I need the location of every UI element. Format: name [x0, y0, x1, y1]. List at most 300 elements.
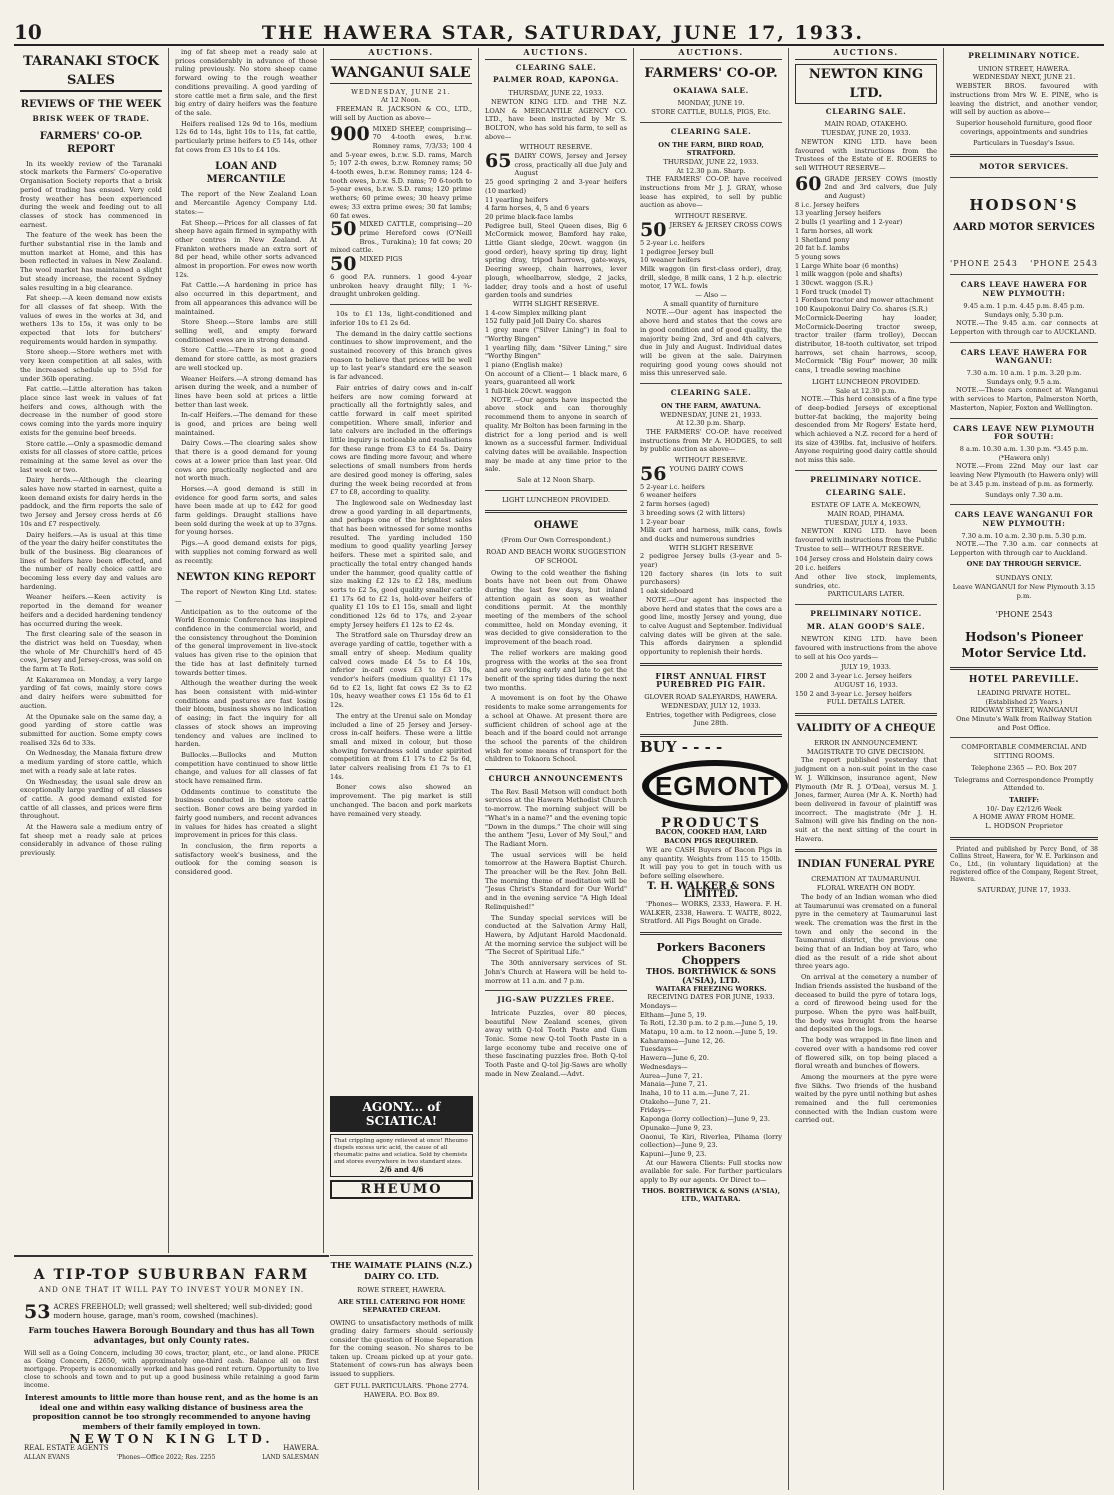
article-paragraph: Fat cattle.—Little alteration has taken place since last week in values of fat heifers and cows, although with the decrease in the number of good store cows coming into the yards more inquiry exists for the genuine beef breeds. [20, 385, 162, 437]
schedule-line: Wednesdays— [640, 1062, 688, 1071]
article-paragraph: The Rev. Basil Metson will conduct both services at the Hawera Methodist Church to-morrow. The morning subject will be "What's in a name?" and the evening topic "Down in the dumps." The choir will sing the anthem "Jesu, Lover of My Soul," and The Radiant Morn. [485, 787, 627, 848]
motor-services-label: MOTOR SERVICES. [979, 162, 1069, 172]
article-paragraph: The usual services will be held tomorrow at the Hawera Baptist Church. The preacher will be the Rev. John Bell. The morning theme of meditation will be "Jesus Christ's Standard for Our World" and in the evening service "A High Ideal Relinquished!" [485, 850, 627, 911]
wanganui-time: At 12 Noon. [381, 96, 421, 105]
porkers-title: Porkers Baconers Choppers [656, 941, 766, 968]
lot-number: 50 [330, 253, 357, 276]
schedule-line: Aurea—June 7, 21. [640, 1071, 703, 1080]
contact-right: LAND SALESMAN [262, 1454, 319, 1461]
farm-highlight: Farm touches Hawera Borough Boundary and thus has all Town advantages, but only County rates. [28, 1325, 315, 1345]
hotel-rooms: COMFORTABLE COMMERCIAL AND SITTING ROOMS. [961, 743, 1087, 761]
list-item: 1 milk waggon (pole and shafts) [795, 270, 903, 279]
service-note: NOTE.—These cars connect at Wanganui with services to Marton, Palmerston North, Masterton, Napier, Foxton and Wellington. [950, 386, 1098, 412]
awatuna-note: NOTE.—Our agent has inspected the above herd and states that the cows are a good line, mostly Jersey and young, due to calve August and September. Individual calving dates will be given at the sale. This affords dairymen a splendid opportunity to replenish their herds. [640, 595, 782, 657]
farm-desc-row [24, 1303, 319, 1321]
schedule-line: Otakeho—June 7, 21. [640, 1097, 711, 1106]
list-item: 1 grey mare ("Silver Lining") in foal to "Worthy Bingen" [485, 326, 627, 343]
lot-text: MIXED CATTLE, comprising—20 prime Hereford cows (O'Neill Bros., Turakina); 10 fat cows; 20 mixed cattle. [330, 220, 472, 255]
pioneer-title: Hodson's Pioneer Motor Service Ltd. [961, 630, 1087, 661]
hotel-established: (Established 25 Years.) [985, 697, 1063, 706]
article-paragraph: Weaner heifers.—Keen activity is reported in the demand for weaner heifers and a decided hardening tendency has occurred during the week. [20, 593, 162, 628]
list-item: 13 yearling Jersey heifers [795, 209, 881, 218]
mckeown-estate: ESTATE OF LATE A. McKEOWN, [810, 501, 921, 510]
article-paragraph: Fat sheep.—A keen demand now exists for all classes of fat sheep. With the values of ewes in the works at 3d, and wethers 13s to 15s, it was only to be expected that lots for butchers' requirements would harden in sympathy. [20, 294, 162, 346]
schedule-line: Tuesdays— [640, 1045, 678, 1054]
awatuna-location: ON THE FARM, AWATUNA. [661, 401, 761, 410]
article-paragraph: On arrival at the cemetery a number of Indian friends assisted the husband of the deceased to build the pyre of totara logs, a cord of firewood being used for the purpose. When the pyre was half-built, the body was brought from the hearse and deposited on the logs. [795, 973, 937, 1034]
stratford-lot [640, 218, 782, 241]
kaponga-location: PALMER ROAD, KAPONGA. [493, 75, 619, 85]
list-item: 2 pedigree Jersey bulls (3-year and 5-year) [640, 552, 782, 570]
printer-imprint: Printed and published by Percy Bond, of 38 Collins Street, Hawera, for W. E. Parkinson and Co., Ltd., (in voluntary liquidation) at the registered office of the Company, Regent Street, Hawera. [950, 845, 1098, 884]
list-item: 1 oak sideboard [640, 587, 694, 596]
lot-number: 65 [485, 150, 512, 173]
article-paragraph: Store cattle.—Only a spasmodic demand exists for all classes of store cattle, prices remaining at the same level as over the last week or two. [20, 439, 162, 474]
list-item: 1 Large White boar (6 months) [795, 261, 899, 270]
webster-particulars: Particulars in Tuesday's Issue. [973, 139, 1075, 148]
stratford-intro: THE FARMERS' CO-OP. have received instructions from Mr J. J. GRAY, whose lease has expired, to sell by public auction as above— [640, 175, 782, 210]
list-item: 1 Fordson tractor and mower attachment [795, 296, 934, 305]
contact-left: ALLAN EVANS [24, 1454, 70, 1461]
kaponga-date: THURSDAY, JUNE 22, 1933. [508, 89, 604, 98]
okaiawa-title: OKAIAWA SALE. [673, 85, 749, 95]
schedule-line: Fridays— [640, 1106, 672, 1115]
farm-acres: 53 [24, 1301, 51, 1323]
hotel-telephone: Telephone 2365 — P.O. Box 207 [971, 763, 1077, 772]
article-paragraph: In-calf Heifers.—The demand for these is good, and prices are being well maintained. [175, 411, 317, 437]
article-paragraph: Although the weather during the week has been consistent with mid-winter conditions and pastures are fast losing their bloom, business shows no indication of easing; in fact the inquiry for all classes of stock shows an improving tendency and values are inclined to harden. [175, 679, 317, 749]
egmont-products: PRODUCTS [661, 815, 761, 831]
kaponga-lot [485, 152, 627, 178]
service-times: 8 a.m. 10.30 a.m. 1.30 p.m. *3.45 p.m. [959, 444, 1089, 453]
egmont-brand-text: EGMONT [654, 770, 776, 801]
egmont-line: BACON, COOKED HAM, LARD [655, 828, 767, 837]
egmont-logo [640, 758, 789, 814]
service-flag: (*Hawera only) [998, 453, 1050, 462]
clearing-sale-title: CLEARING SALE. [825, 106, 907, 116]
phone-number: 'PHONE 2543 [995, 609, 1053, 619]
service-sunday: Sundays only, 9.5 a.m. [986, 377, 1062, 386]
article-paragraph: Boner cows also showed an improvement. The pig market is still unchanged. The bacon and pork markets have remained very steady. [330, 783, 472, 818]
agony-body [330, 1134, 473, 1177]
schedule-line: Inaha, 10 to 11 a.m.—June 7, 21. [640, 1088, 750, 1097]
list-item: 1 pedigree Jersey bull [640, 247, 714, 256]
article-paragraph: The first clearing sale of the season in the district was held on Tuesday, when the whole of Mr Churchill's herd of 45 cows, Jersey and Jersey-cross, was sold on the farm at Te Roti. [20, 630, 162, 674]
wanganui-intro: FREEMAN R. JACKSON & CO., LTD., will sell by Auction as above— [330, 105, 472, 122]
article-paragraph: The Stratford sale on Thursday drew an average yarding of cattle, together with a small entry of sheep. Medium quality calved cows made £4 5s to £4 10s, inferior in-calf cows £3 to £3 10s, vendor's heifers (medium quality) £1 17s 6d to £2 1s, light fat cows £2 3s to £2 10s, heavy weather cows £1 15s 6d to £1 12s. [330, 631, 472, 710]
list-item: 25 good springing 2 and 3-year heifers (10 marked) [485, 178, 627, 195]
auctions-label: AUCTIONS. [795, 48, 937, 60]
list-item: 8 i.c. Jersey heifers [795, 200, 860, 209]
webster-date: WEDNESDAY NEXT, JUNE 21. [972, 73, 1076, 82]
article-paragraph: Pigs.—A good demand exists for pigs, with supplies not coming forward as well as recently. [175, 539, 317, 565]
hotel-address: RIDGWAY STREET, WANGANUI [970, 706, 1078, 715]
validity-body: The report published yesterday that judgment on a non-suit point in the case W. J. Wilkinson, insurance agent, New Plymouth (Mr R. J. O'Dea), versus M. J. Jones, farmer, Aurea (Mr A. K. North) had been delivered in favour of plaintiff was incorrect. The magistrate (Mr J. H. Salmon) will give his finding on the non-suit at the next sitting of the court in Hawera. [795, 756, 937, 843]
webster-body: Superior household furniture, good floor coverings, appointments and sundries [955, 118, 1093, 136]
article-paragraph: The Inglewood sale on Wednesday last drew a good yarding in all departments, and perhaps one of the brightest sales that has been witnessed for some months resulted. The yarding included 150 medium to good quality yearling Jersey heifers. These met a spirited sale, and practically the total entry changed hands under the hammer, good quality cattle of size making £2 12s to £2 18s, medium sorts to £2 5s, good quality smaller cattle £1 17s 6d to £2 1s, hold-over heifers of quality £1 10s to £1 15s, small and light conditioned 12s 6d to 17s, and 2-year empty Jersey heifers £1 12s to £2 4s. [330, 498, 472, 629]
full-details-later: FULL DETAILS LATER. [826, 698, 906, 707]
article-paragraph: The body of an Indian woman who died at Taumarunui was cremated on a funeral pyre in the cemetery at Taumarunui last week. The cremation was the first in the town and only the second in the Taumarunui district, the previous one being that of an Indian boy at Taro, who died as the result of a ride shot about three years ago. [795, 892, 937, 971]
borthwick-name: THOS. BORTHWICK & SONS (A'SIA), LTD. [645, 966, 777, 985]
otakeho-lot [795, 172, 937, 201]
pig-fair-entries: Entries, together with Pedigrees, close June 28th. [645, 710, 777, 728]
farm-contact-row [24, 1453, 319, 1462]
goods-date: AUGUST 16, 1933. [834, 680, 898, 689]
list-item: 200 2 and 3-year i.c. Jersey heifers [795, 672, 912, 681]
sunday-leave: Leave WANGANUI for New Plymouth 3.15 p.m. [952, 583, 1096, 600]
list-item: 104 Jersey cross and Holstein dairy cows [795, 555, 933, 564]
receiving-dates: RECEIVING DATES FOR JUNE, 1933. [647, 993, 775, 1002]
article-paragraph: Dairy heifers.—As is usual at this time of the year the dairy heifer constitutes the bulk of the business. Big clearances of lines of heifers have been effected, and the number of really choice cattle are becoming less every day and values are hardening. [20, 530, 162, 591]
lot-text: JERSEY & JERSEY CROSS COWS [669, 220, 782, 229]
egmont-pigs: BACON PIGS REQUIRED. [663, 837, 759, 846]
list-item: And other live stock, implements, sundries, etc. [795, 572, 937, 590]
lot-text: DAIRY COWS, Jersey and Jersey cross, practically all due July and August [514, 152, 627, 178]
service-note: NOTE.—The 7.30 a.m. car connects at Lepperton with through car to Auckland. [950, 540, 1098, 558]
list-item: 1 2-year boar [640, 517, 685, 526]
list-item: 1 4-cow Simplex milking plant [485, 308, 587, 317]
pig-fair-date: WEDNESDAY, JULY 12, 1933. [661, 701, 761, 710]
pyre-sub2: FLORAL WREATH ON BODY. [816, 884, 916, 893]
farm-title: A TIP-TOP SUBURBAN FARM [33, 1267, 310, 1283]
clearing-sale-title: CLEARING SALE. [670, 388, 752, 398]
awatuna-date: WEDNESDAY, JUNE 21, 1933. [660, 410, 762, 419]
column-services [944, 48, 1104, 1490]
phone-right: 'PHONE 2543 [1030, 258, 1098, 268]
list-item: 2 farm horses (aged) [640, 500, 710, 509]
article-paragraph: Dairy herds.—Although the clearing sales have now started in earnest, quite a keen demand exists for dairy herds in the paddock, and the firm reports the sale of two Jersey and Jersey cross herds at £6 10s and £7 respectively. [20, 476, 162, 528]
article-paragraph: The 30th anniversary services of St. John's Church at Hawera will be held to-morrow at 11 a.m. and 7 p.m. [485, 959, 627, 985]
service-title: CARS LEAVE WANGANUI FOR NEW PLYMOUTH: [954, 510, 1094, 528]
article-paragraph: Store Sheep.—Store lambs are still selling well, and empty forward conditioned ewes are in strong demand. [175, 318, 317, 344]
article-paragraph: ing of fat sheep met a ready sale at prices considerably in advance of those ruling previously. No store sheep came forward owing to the rough weather conditions prevailing. A good yarding of store cattle met a firm sale, and the first big entry of dairy heifers was the feature of the sale. [175, 48, 317, 117]
column-market-reports [169, 48, 324, 1253]
schedule-line: Hawera—June 6, 20. [640, 1054, 709, 1063]
auctions-label: AUCTIONS. [330, 48, 472, 60]
stratford-note: NOTE.—Our agent has inspected the above herd and states that the cows are in good condition and of good quality, the majority being 2nd, 3rd and 4th calvers, due in July and August. Individual dates will be given at the sale. Dairymen requiring good young cows should not miss this unreserved sale. [640, 308, 782, 378]
imprint-date: SATURDAY, JUNE 17, 1933. [977, 885, 1071, 894]
pig-fair-location: GLOVER ROAD SALEYARDS, HAWERA. [644, 693, 778, 702]
page-number: 10 [14, 20, 42, 44]
column-farmers-coop [634, 48, 789, 1490]
list-item: 10 weaner heifers [640, 256, 701, 265]
sale-time: Sale at 12.30 p.m. [835, 386, 897, 395]
section-newton-king-report: NEWTON KING REPORT [176, 572, 316, 584]
article-paragraph: A movement is on foot by the Ohawe residents to make some arrangements for a school at Ohawe. At present there are sufficient children of school age at the beach and if the board could not arrange the school the parents of the children wish for some means of transport for the children to Tokaora School. [485, 694, 627, 764]
list-item: 1 full-bick 20cwt. waggon [485, 387, 572, 396]
wanganui-lot [330, 220, 472, 255]
pihama-date: TUESDAY, JULY 4, 1933. [824, 518, 908, 527]
tariff-label: TARIFF: [1009, 795, 1039, 804]
auctions-label: AUCTIONS. [485, 48, 627, 60]
newspaper-title: THE HAWERA STAR, SATURDAY, JUNE 17, 1933. [261, 22, 865, 44]
article-paragraph: In its weekly review of the Taranaki stock markets the Farmers' Co-operative Organisation Society reports that a brisk period of trading has ensued. Very cold frosty weather has been experienced during the week and feeding out to all classes of stock has commenced in earnest. [20, 159, 162, 229]
article-paragraph: The entry at the Urenui sale on Monday included a line of 25 Jersey and Jersey-cross in-calf heifers. These were a little small and mixed in colour, but those showing forwardness sold under spirited competition at from £1 17s to £2 5s 6d, later calvers realising from £1 7s to £1 14s. [330, 711, 472, 781]
lot-number: 50 [640, 218, 667, 241]
article-paragraph: The Sunday special services will be conducted at the Salvation Army Hall, Hawera, by Adjutant Harold Macdonald. At the morning service the subject will be "The Secret of Spiritual Life." [485, 913, 627, 957]
validity-sub2: MAGISTRATE TO GIVE DECISION. [806, 747, 926, 756]
waimate-title: THE WAIMATE PLAINS (N.Z.) DAIRY CO. LTD. [330, 1261, 473, 1282]
schedule-line: Eltham—June 5, 19. [640, 1010, 707, 1019]
tariff-value: 10/- Day £2/12/6 Week [986, 804, 1062, 813]
lot-number: 56 [640, 462, 667, 485]
schedule-footer: THOS. BORTHWICK & SONS (A'SIA), LTD., WAITARA. [641, 1186, 781, 1204]
luncheon-note: LIGHT LUNCHEON PROVIDED. [811, 377, 921, 386]
service-title: CARS LEAVE HAWERA FOR WANGANUI: [960, 347, 1088, 366]
phone-left: 'PHONE 2543 [950, 258, 1018, 268]
lot-number: 60 [795, 172, 822, 195]
lot-text: MIXED SHEEP, comprising—70 4-tooth ewes, b.r.w. Romney rams, 7/3/33; 100 4 and 5-year ewes, b.r.w. S.D. rams, March 5; 107 2-th ewes, b.r.w. Romney rams; 50 4-tooth ewes, b.r.w. Romney rams; 124 4-tooth ewes, b.r.w. S.D. rams; 70 6-tooth to 5-year ewes, b.r.w. S.D. rams; 120 prime wethers; 60 prime ewes; 30 heavy prime ewes; 33 extra prime ewes; 30 fat lambs; 60 fat ewes. [330, 124, 472, 220]
headline-stock-sales: TARANAKI STOCK SALES [20, 52, 162, 92]
article-paragraph: Fair entries of dairy cows and in-calf heifers are now coming forward at practically all the fortnightly sales, and cattle forward in calf meet spirited competition. Where small, inferior and late calvers are included in the offerings little inquiry is noticeable and realisations for these range from £3 to £4 5s. Dairy cows are finding more favour, and where selections of small numbers from herds are desired good money is offering, sales during the week being recorded at from £7 to £8, according to quality. [330, 383, 472, 497]
preliminary-notice: PRELIMINARY NOTICE. [810, 608, 922, 618]
list-item: 1 yearling filly, dam "Silver Lining," sire "Worthy Bingen" [485, 343, 627, 361]
article-paragraph: The relief workers are making good progress with the works at the sea front and are working early and late to get the benefit of the spring tides during the next two months. [485, 648, 627, 692]
schedule-line: Mondays— [640, 1001, 677, 1010]
lot-text: GRADE JERSEY COWS (mostly 2nd and 3rd calvers, due July and August) [824, 174, 937, 201]
stratford-location: ON THE FARM, BIRD ROAD, STRATFORD. [658, 140, 764, 158]
agony-price: 2/6 and 4/6 [379, 1165, 424, 1174]
service-note: NOTE.—The 9.45 a.m. car connects at Lepperton with through car to AUCKLAND. [950, 319, 1098, 336]
goods-intro: NEWTON KING LTD. have been favoured with instructions from the above to sell at his Oco yards— [795, 635, 937, 661]
without-reserve: WITHOUT RESERVE. [674, 456, 748, 465]
church-title: CHURCH ANNOUNCEMENTS [488, 774, 624, 784]
schedule-line: Te Roti, 12.30 p.m. to 2 p.m.—June 5, 19. [640, 1019, 778, 1028]
column-stock-sales [14, 48, 169, 1253]
okaiawa-date: MONDAY, JUNE 19. [677, 99, 745, 108]
article-paragraph: Store Cattle.—There is not a good demand for store cattle, as most graziers are well stocked up. [175, 346, 317, 372]
service-sunday: Sundays only, 5.30 p.m. [984, 310, 1064, 319]
schedule-line: Oaonui, Te Kiri, Riverlea, Pihama (lorry collection)—June 9, 23. [640, 1132, 782, 1150]
article-paragraph: 10s to £1 13s, light-conditioned and inferior 10s to £1 2s 6d. [330, 310, 472, 327]
article-paragraph: Oddments continue to constitute the business conducted in the store cattle section. Boner cows are being yarded in fairly good numbers, and recent advances in values for hides has created a slight improvement in prices for this class. [175, 787, 317, 840]
article-paragraph: On Wednesday, the usual sale drew an exceptionally large yarding of all classes of cattle. A good demand existed for cattle of all classes, and prices were firm throughout. [20, 777, 162, 821]
ohawe-sub: ROAD AND BEACH WORK SUGGESTION OF SCHOOL [485, 548, 627, 565]
article-paragraph: Heifers realised 12s 9d to 16s, medium 12s 6d to 14s, light 10s to 11s, fat cattle, particularly prime heifers to £5 14s, other fat cows from £3 10s to £4 10s. [175, 119, 317, 154]
article-paragraph: In conclusion, the firm reports a satisfactory week's business, and the outlook for the coming season is considered good. [175, 841, 317, 877]
list-item: 4 farm horses, 4, 5 and 6 years [485, 204, 589, 213]
list-item: 11 yearling heifers [485, 195, 549, 204]
wanganui-extra: 6 good P.A. runners. 1 good 4-year unbroken heavy draught filly; 1 ¾-draught unbroken gelding. [330, 273, 472, 299]
farm-agent: NEWTON KING LTD. [69, 1432, 274, 1446]
list-item: Pedigree bull, Steel Queen dises, Big 6 McCormick mower, Bamford hay rake, Little Giant sledge, 20cwt. waggon (in good order), heavy spring tip dray, light spring dray, tripod harrows, gate-ways, Deering sweep, chain harrows, lever plough, wheelbarrow, sledge, 2 jacks, ladder, dray tools and a host of useful garden tools and sundries [485, 221, 627, 300]
wanganui-date: WEDNESDAY, JUNE 21. [351, 87, 451, 96]
section-loan-mercantile: LOAN AND MERCANTILE [206, 161, 286, 186]
waimate-advert [330, 1250, 473, 1399]
schedule-line: Kaponga (lorry collection)—June 9, 23. [640, 1115, 770, 1124]
column-kaponga-sale [479, 48, 634, 1490]
list-item: 1 piano (English make) [485, 360, 563, 369]
hotel-proprietor: L. HODSON Proprietor [985, 822, 1063, 831]
contact-mid: 'Phones—Office 2022; Res. 2255 [116, 1454, 216, 1461]
farmers-coop-title: FARMERS' CO-OP. [644, 65, 778, 81]
rheumo-brand: RHEUMO [330, 1180, 473, 1199]
goods-date: JULY 19, 1933. [840, 663, 892, 672]
validity-sub: ERROR IN ANNOUNCEMENT. [814, 739, 918, 747]
article-paragraph: The report of the New Zealand Loan and Mercantile Agency Company Ltd. states:— [175, 190, 317, 216]
without-reserve: WITHOUT RESERVE. [674, 212, 748, 221]
otakeho-location: MAIN ROAD, OTAKEHO. [824, 120, 908, 129]
pig-fair-title: FIRST ANNUAL FIRST PUREBRED PIG FAIR. [655, 670, 767, 690]
farm-desc: ACRES FREEHOLD; well grassed; well sheltered; well sub-divided; good modern house, garage, man's room, cowshed (machines). [53, 1303, 313, 1320]
list-item: 100 Kaupokonui Dairy Co. shares (S.R.) [795, 305, 928, 314]
hotel-name: HOTEL PAREVILLE. [968, 675, 1080, 686]
with-reserve: WITH SLIGHT RESERVE. [512, 299, 600, 308]
section-farmers-report: FARMERS' CO-OP. REPORT [39, 130, 143, 155]
masthead [14, 6, 1104, 46]
luncheon-note: LIGHT LUNCHEON PROVIDED. [501, 495, 611, 504]
schedule-note: At our Hawera Clients: Full stocks now available for sale. For further particulars apply to By our agents. Or Direct to— [640, 1158, 782, 1185]
article-paragraph: Weaner Heifers.—A strong demand has arisen during the week, and a number of lines have been sold at prices a little better than last week. [175, 374, 317, 409]
article-paragraph: Store sheep.—Store wethers met with very keen competition at all sales, with the increased schedule up to 5½d for under 36lb operating. [20, 348, 162, 383]
article-paragraph: Fat Sheep.—Prices for all classes of fat sheep have again firmed in sympathy with other centres in New Zealand. At Frankton wethers made an extra sort of 8d per head, while other sorts advanced almost in proportion. For ewes now worth 12s. [175, 218, 317, 279]
service-times: 9.45 a.m. 1 p.m. 4.45 p.m. 8.45 p.m. [963, 301, 1085, 310]
article-paragraph: At Kakaramea on Monday, a very large yarding of fat cows, mainly store cows and dairy heifers were submitted for auction. [20, 675, 162, 710]
agent-left: REAL ESTATE AGENTS [24, 1444, 109, 1452]
service-title: CARS LEAVE HAWERA FOR NEW PLYMOUTH: [960, 280, 1088, 299]
service-times: 7.30 a.m. 10 a.m. 1 p.m. 3.20 p.m. [966, 369, 1082, 378]
list-item: 2 bulls (1 yearling and 1 2-year) [795, 218, 903, 227]
waitara-works: WAITARA FREEZING WORKS. [655, 984, 767, 993]
walker-name: T. H. WALKER & SONS LIMITED. [647, 880, 775, 901]
hotel-walk: One Minute's Walk from Railway Station and Post Office. [956, 715, 1092, 732]
service-title: CARS LEAVE NEW PLYMOUTH FOR SOUTH: [953, 423, 1095, 442]
pihama-intro: NEWTON KING LTD. have been favoured with instructions from the Public Trustee to sell— WITHOUT RESERVE. [795, 527, 937, 553]
list-item: 5 2-year i.c. heifers [640, 238, 705, 247]
list-item: 1 Shetland pony [795, 235, 850, 244]
farm-subtitle: AND ONE THAT IT WILL PAY TO INVEST YOUR MONEY IN. [38, 1286, 305, 1294]
article-paragraph: At the Hawera sale a medium entry of fat sheep met a ready sale at prices considerably in advance of those ruling previously. [20, 823, 162, 858]
list-item: 1 farm horses, all work [795, 226, 873, 235]
also-label: — Also — [695, 291, 727, 300]
phone-row [950, 260, 1098, 269]
jigsaw-body: Intricate Puzzles, over 80 pieces, beautiful New Zealand scenes, given away with Q-tol Tooth Paste and Gum Tonic. Some new Q-tol Tooth Paste in a large economy tube and receive one of these fascinating puzzles free. Both Q-tol Tooth Paste and Q-tol Jig-Saws are wholly made in New Zealand.—Advt. [485, 1008, 627, 1078]
article-paragraph: The report of Newton King Ltd. states:— [175, 588, 317, 605]
article-paragraph: Owing to the cold weather the fishing boats have not been out from Ohawe during the last few days, but inland attention again as soon as weather conditions permit. At the monthly meeting of the members of the school committee, held on Monday evening, it was decided to give consideration to the improvement of the beach road. [485, 568, 627, 647]
otakeho-intro: NEWTON KING LTD. have been favoured with instructions from the Trustees of the Estate of E. ROGERS to sell WITHOUT RESERVE— [795, 137, 937, 172]
lot-text: YOUNG DAIRY COWS [669, 464, 744, 473]
service-sunday: Sundays only 7.30 a.m. [985, 490, 1063, 499]
egmont-buy: BUY - - - - [640, 738, 723, 756]
article-paragraph: The demand in the dairy cattle sections continues to show improvement, and the sustained recovery of this branch gives reason to believe that prices will be well up to last year's standard ere the season is far advanced. [330, 329, 472, 382]
auctions-label: AUCTIONS. [640, 48, 782, 60]
schedule-line: Manaia—June 7, 21. [640, 1080, 708, 1089]
lot-number: 50 [330, 218, 357, 241]
stratford-date: THURSDAY, JUNE 22, 1933. [663, 157, 759, 166]
hodsons-title: HODSON'S [969, 195, 1079, 214]
kaponga-note: NOTE.—Our agents have inspected the above stock and can thoroughly recommend them to anyone in search of quality. Mr Bolton has been farming in the district for a long period and is well known as a successful farmer. Individual calving dates will be available. Inspection may be made at any time prior to the sale. [485, 395, 627, 474]
subhead-reviews: REVIEWS OF THE WEEK [20, 99, 162, 110]
article-paragraph: Horses.—A good demand is still in evidence for good farm sorts, and sales have been made at up to £42 for good farm geldings. Draught stallions have been sold during the week at up to 37gns. for young horses. [175, 484, 317, 537]
webster-intro: WEBSTER BROS. favoured with instructions from Mrs W. E. PINE, who is leaving the district, and another vendor, will sell by auction as above— [950, 82, 1098, 117]
kaponga-intro: NEWTON KING LTD. and THE N.Z. LOAN & MERCANTILE AGENCY CO. LTD., have been instructed by Mr S. BOLTON, who has sold his farm, to sell as above— [485, 97, 627, 141]
validity-title: VALIDITY OF A CHEQUE [796, 723, 936, 734]
article-paragraph: At the Opunake sale on the same day, a good yarding of store cattle was submitted for auction. Some empty cows realised 32s 6d to 33s. [20, 712, 162, 747]
list-item: 1 Ford truck (model T) [795, 287, 871, 296]
article-paragraph: Dairy Cows.—The clearing sales show that there is a good demand for young cows at a lower price than last year. Old cows are practically neglected and are not worth much. [175, 439, 317, 483]
egmont-body: WE are CASH Buyers of Bacon Pigs in any quantity. Weights from 115 to 150lb. It will pay you to get in touch with us before selling elsewhere. [640, 845, 782, 880]
clearing-sale-title: CLEARING SALE. [825, 487, 907, 497]
list-item: 20 fat b.f. lambs [795, 244, 850, 253]
column-newton-king [789, 48, 944, 1490]
list-item: WITH SLIGHT RESERVE [668, 543, 754, 552]
clearing-sale-title: CLEARING SALE. [670, 126, 752, 136]
kicker-brisk-week: BRISK WEEK OF TRADE. [32, 114, 150, 123]
one-day-service: ONE DAY THROUGH SERVICE. [966, 559, 1082, 568]
lot-text: MIXED PIGS [359, 255, 403, 264]
list-item: 152 fully paid Joll Dairy Co. shares [485, 317, 602, 326]
wanganui-sale-title: WANGANUI SALE [330, 64, 472, 84]
article-paragraph: Among the mourners at the pyre were five Sikhs. Two friends of the husband waited by the pyre until nothing but ashes remained and the full ceremonies connected with the Indian custom were carried out. [795, 1072, 937, 1125]
agent-right: HAWERA. [283, 1444, 319, 1452]
schedule-line: Opunake—June 9, 23. [640, 1123, 713, 1132]
awatuna-lot [640, 462, 782, 485]
preliminary-notice: PRELIMINARY NOTICE. [810, 474, 922, 484]
lot-number: 900 [330, 122, 370, 145]
walker-phones: 'Phones— WORKS, 2333, Hawera. F. H. WALKER, 2338, Hawera. T. WAITE, 8022, Stratford. All Pigs Bought on Grade. [640, 900, 782, 926]
okaiawa-items: STORE CATTLE, BULLS, PIGS, Etc. [651, 108, 771, 117]
list-item: McCormick-Deering hay loader, McCormick-Deering tractor sweep, tractor trailer (farm trolley), Deccan distributor, 18-tooth cultivator, set tripod harrows, set chain harrows, scoop, McCormick "Big Four" mower, 30 milk cans, 1 treadle sewing machine [795, 313, 937, 375]
otakeho-note: NOTE.—This herd consists of a fine type of deep-bodied Jerseys of exceptional butter-fat backing, the majority being descended from Mr Rogers' Estate herd, which achieved a N.Z. record for a herd of its size of 439lbs. fat, inclusive of heifers. Anyone requiring good dairy cattle should not miss this sale. [795, 395, 937, 465]
agony-advert [330, 1090, 473, 1199]
also-text: A small quantity of furniture [663, 299, 759, 308]
article-paragraph: The feature of the week has been the further substantial rise in the lamb and mutton market at Home, and this has been reflected in values in New Zealand. The wool market has maintained a slight but steady increase, the recent Sydney sales resulting in a big clearance. [20, 231, 162, 292]
list-item: On account of a Client— 1 black mare, 6 years, guaranteed all work [485, 369, 627, 387]
farm-footer: Interest amounts to little more than house rent, and as the home is an ideal one and within easy walking distance of business area the proposition cannot be too strongly recommended to anyone having members of their family employed in town. [24, 1393, 319, 1431]
schedule-line: Kapuni—June 9, 23. [640, 1149, 707, 1158]
list-item: 1 30cwt. waggon (S.R.) [795, 279, 873, 288]
service-note: NOTE.—From 22nd May our last car leaving New Plymouth (to Hawera only) will be at 3.45 p.m. instead of p.m. as formerly. [950, 462, 1098, 488]
article-paragraph: Anticipation as to the outcome of the World Economic Conference has inspired confidence in the commercial world, and the consistency throughout the Dominion of the general improvement in live-stock values has given rise to the opinion that the tide has at last definitely turned towards better times. [175, 607, 317, 677]
union-street: UNION STREET, HAWERA. [978, 64, 1070, 73]
list-item: 20 i.c. heifers [795, 564, 841, 573]
pihama-location: MAIN ROAD, PIHAMA. [827, 509, 905, 518]
sale-time: Sale at 12 Noon Sharp. [517, 476, 595, 485]
without-reserve: WITHOUT RESERVE. [519, 143, 593, 152]
waimate-body: OWING to unsatisfactory methods of milk grading dairy farmers should seriously consider the question of Home Separation for the coming season. No shares to be taken up. Cream picked up at your gate. Statement of cows-run has always been issued to suppliers. [330, 1318, 473, 1378]
otakeho-date: TUESDAY, JUNE 20, 1933. [821, 129, 911, 138]
waimate-caption: ARE STILL CATERING FOR HOME SEPARATED CREAM. [337, 1297, 466, 1314]
hotel-telegrams: Telegrams and Correspondence Promptly Attended to. [954, 775, 1094, 793]
wanganui-lot [330, 253, 472, 276]
hotel-tag: LEADING PRIVATE HOTEL. [977, 688, 1071, 697]
newton-king-title: NEWTON KING LTD. [795, 64, 937, 104]
home-away: A HOME AWAY FROM HOME. [972, 813, 1076, 822]
list-item: 6 weaner heifers [640, 491, 697, 500]
list-item: 150 2 and 3-year i.c. Jersey heifers [795, 689, 912, 698]
schedule-line: Kaharamea—June 12, 26. [640, 1036, 726, 1045]
schedule-line: Matapu, 10 a.m. to 12 noon.—June 5, 19. [640, 1028, 778, 1037]
wanganui-lot [330, 122, 472, 221]
list-item: Milk cart and harness, milk cans, fowls and ducks and numerous sundries [640, 526, 782, 543]
ohawe-from: (From Our Own Correspondent.) [501, 536, 611, 545]
article-paragraph: On Wednesday, the Manaia fixture drew a medium yarding of store cattle, which met with a ready sale at late rates. [20, 749, 162, 775]
clearing-sale-title: CLEARING SALE. [515, 62, 597, 72]
aard-title: AARD MOTOR SERVICES [953, 221, 1095, 233]
sundays-only: SUNDAYS ONLY. [995, 574, 1053, 583]
article-paragraph: Bullocks.—Bullocks and Mutton competition have continued to show little change, and values for all classes of fat stock have remained firm. [175, 750, 317, 786]
preliminary-notice: PRELIMINARY NOTICE. [968, 51, 1080, 60]
list-item: Milk waggon (in first-class order), dray, drill, sledge, 8 milk cans, 1 2 h.p. electric motor, 17 W.L. fowls [640, 264, 782, 291]
list-item: 5 young sows [795, 252, 841, 261]
awatuna-time: At 12.30 p.m. Sharp. [676, 419, 746, 428]
goods-sale-title: MR. ALAN GOOD'S SALE. [806, 621, 926, 631]
pyre-title: INDIAN FUNERAL PYRE [797, 859, 935, 871]
list-item: 120 factory shares (in lots to suit purchasers) [640, 569, 782, 587]
waimate-footer: GET FULL PARTICULARS. 'Phone 2774. HAWERA. P.O. Box 89. [334, 1382, 469, 1399]
list-item: 3 breeding sows (2 with litters) [640, 508, 745, 517]
service-times: 7.30 a.m. 10 a.m. 2.30 p.m. 5.30 p.m. [961, 531, 1087, 540]
